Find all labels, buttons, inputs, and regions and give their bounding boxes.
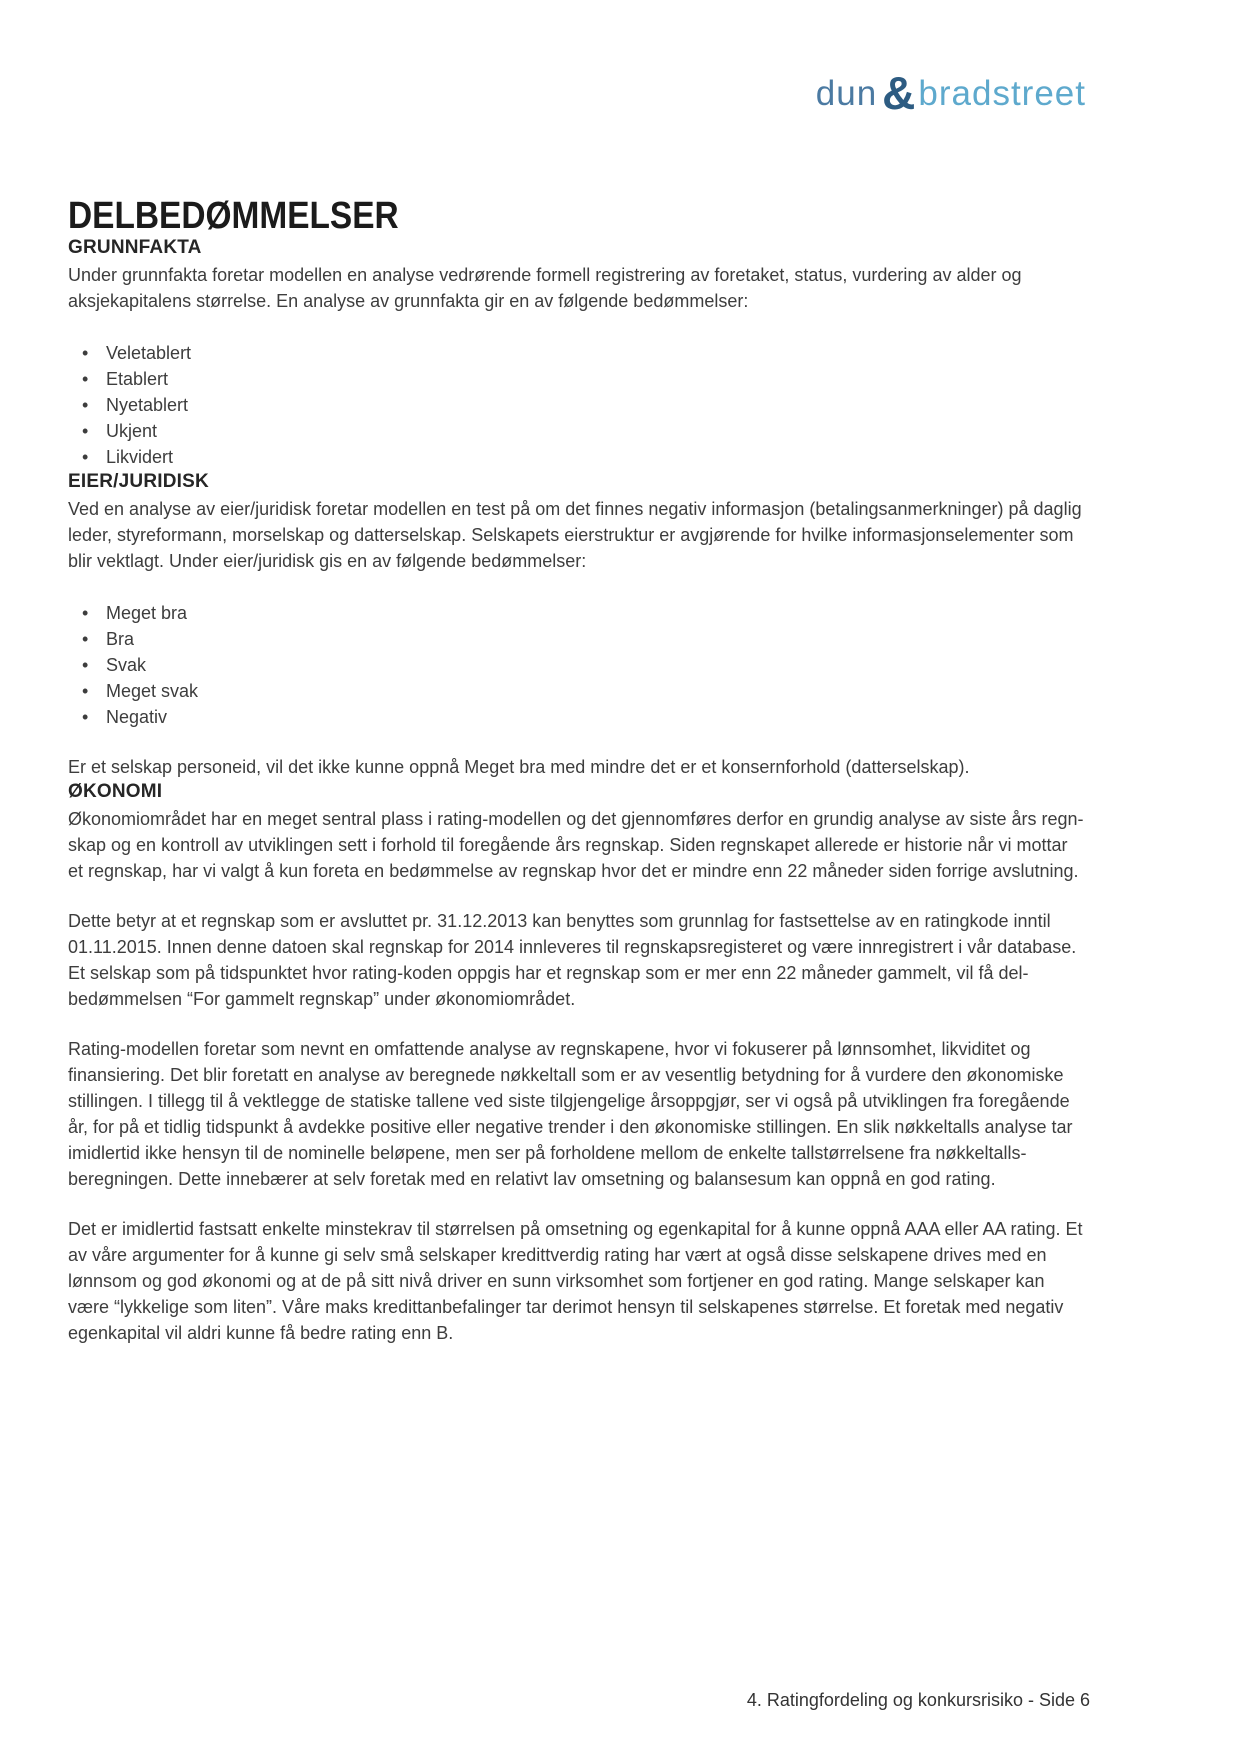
paragraph: Dette betyr at et regnskap som er avsluttet pr. 31.12.2013 kan benyttes som grunnlag for fastsettelse av en ratingkode inntil 01.11.2015. Innen denne datoen skal regnskap for 2014 innleveres til regnskapsregisteret og være innregistrert i vår database. Et selskap som på tidspunktet hvor rating-koden oppgis har et regnskap som er mer enn 22 måneder gammelt, vil få del- bedømmelsen “For gammelt regnskap” under økonomiområdet. [68,911,1077,1009]
logo-ampersand-icon: & [882,67,916,119]
list-item: • Bra [68,626,1086,652]
note-paragraph: Er et selskap personeid, vil det ikke kunne oppnå Meget bra med mindre det er et konsernforhold (datterselskap). [68,757,970,777]
paragraph: Ved en analyse av eier/juridisk foretar modellen en test på om det finnes negativ informasjon (betalingsanmerkninger) på daglig leder, styreformann, morselskap og datterselskap. Selskapets eierstruktur er avgjørende for hvilke informasjonselementer som blir vektlagt. Under eier/juridisk gis en av følgende bedømmelser: [68,499,1082,571]
section-eier-juridisk [68,470,1086,780]
section-heading-okonomi: ØKONOMI [68,781,163,802]
list-item: • Veletablert [68,340,1086,366]
logo-text-dun: dun [815,74,878,113]
paragraph: Det er imidlertid fastsatt enkelte minstekrav til størrelsen på omsetning og egenkapital for å kunne oppnå AAA eller AA rating. Et av våre argumenter for å kunne gi selv små selskaper kredittverdig rating har vært at også disse selskapene drives med en lønnsom og god økonomi og at de på sitt nivå driver en sunn virksomhet som fortjener en god rating. Mange selskaper kan være “lykkelige som liten”. Våre maks kredittanbefalinger tar derimot hensyn til selskapenes størrelse. Et foretak med negativ egenkapital vil aldri kunne få bedre rating enn B. [68,1219,1083,1343]
paragraph: Under grunnfakta foretar modellen en analyse vedrørende formell registrering av foretaket, status, vurdering av alder og aksjekapitalens størrelse. En analyse av grunnfakta gir en av følgende bedømmelser: [68,265,1022,311]
list-item: • Likvidert [68,444,1086,470]
page-title: DELBEDØMMELSER [68,195,399,237]
paragraph: Økonomiområdet har en meget sentral plass i rating-modellen og det gjennomføres derfor en grundig analyse av siste års regn- skap og en kontroll av utviklingen sett i forhold til foregående års regnskap. Siden regnskapet allerede er historie når vi mottar et regnskap, har vi valgt å kun foreta en bedømmelse av regnskap hvor det er mindre enn 22 måneder siden forrige avslutning. [68,809,1084,881]
list-item: • Meget bra [68,600,1086,626]
page-footer: 4. Ratingfordeling og konkursrisiko - Side 6 [746,1690,1090,1710]
section-okonomi [68,780,1086,1346]
list-item: • Meget svak [68,678,1086,704]
dun-bradstreet-logo [68,0,1086,124]
paragraph: Rating-modellen foretar som nevnt en omfattende analyse av regnskapene, hvor vi fokuserer på lønnsomhet, likviditet og finansiering. Det blir foretatt en analyse av beregnede nøkkeltall som er av vesentlig betydning for å vurdere den økonomiske stillingen. I tillegg til å vektlegge de statiske tallene ved siste tilgjengelige årsoppgjør, ser vi også på utviklingen fra foregående år, for på et tidlig tidspunkt å avdekke positive eller negative trender i den økonomiske stillingen. En slik nøkkeltalls analyse tar imidlertid ikke hensyn til de nominelle beløpene, men ser på forholdene mellom de enkelte tallstørrelsene fra nøkkeltalls- beregningen. Dette innebærer at selv foretak med en relativt lav omsetning og balansesum kan oppnå en god rating. [68,1039,1073,1189]
list-item: • Ukjent [68,418,1086,444]
list-item: • Negativ [68,704,1086,730]
section-heading-grunnfakta: GRUNNFAKTA [68,237,202,258]
list-item: • Etablert [68,366,1086,392]
document-page [68,0,1086,1346]
logo-text-bradstreet: bradstreet [918,74,1086,113]
list-item: • Svak [68,652,1086,678]
bullet-list-eier-juridisk [68,600,1086,730]
section-grunnfakta [68,236,1086,470]
list-item: • Nyetablert [68,392,1086,418]
section-heading-eier-juridisk: EIER/JURIDISK [68,471,209,492]
bullet-list-grunnfakta [68,340,1086,470]
